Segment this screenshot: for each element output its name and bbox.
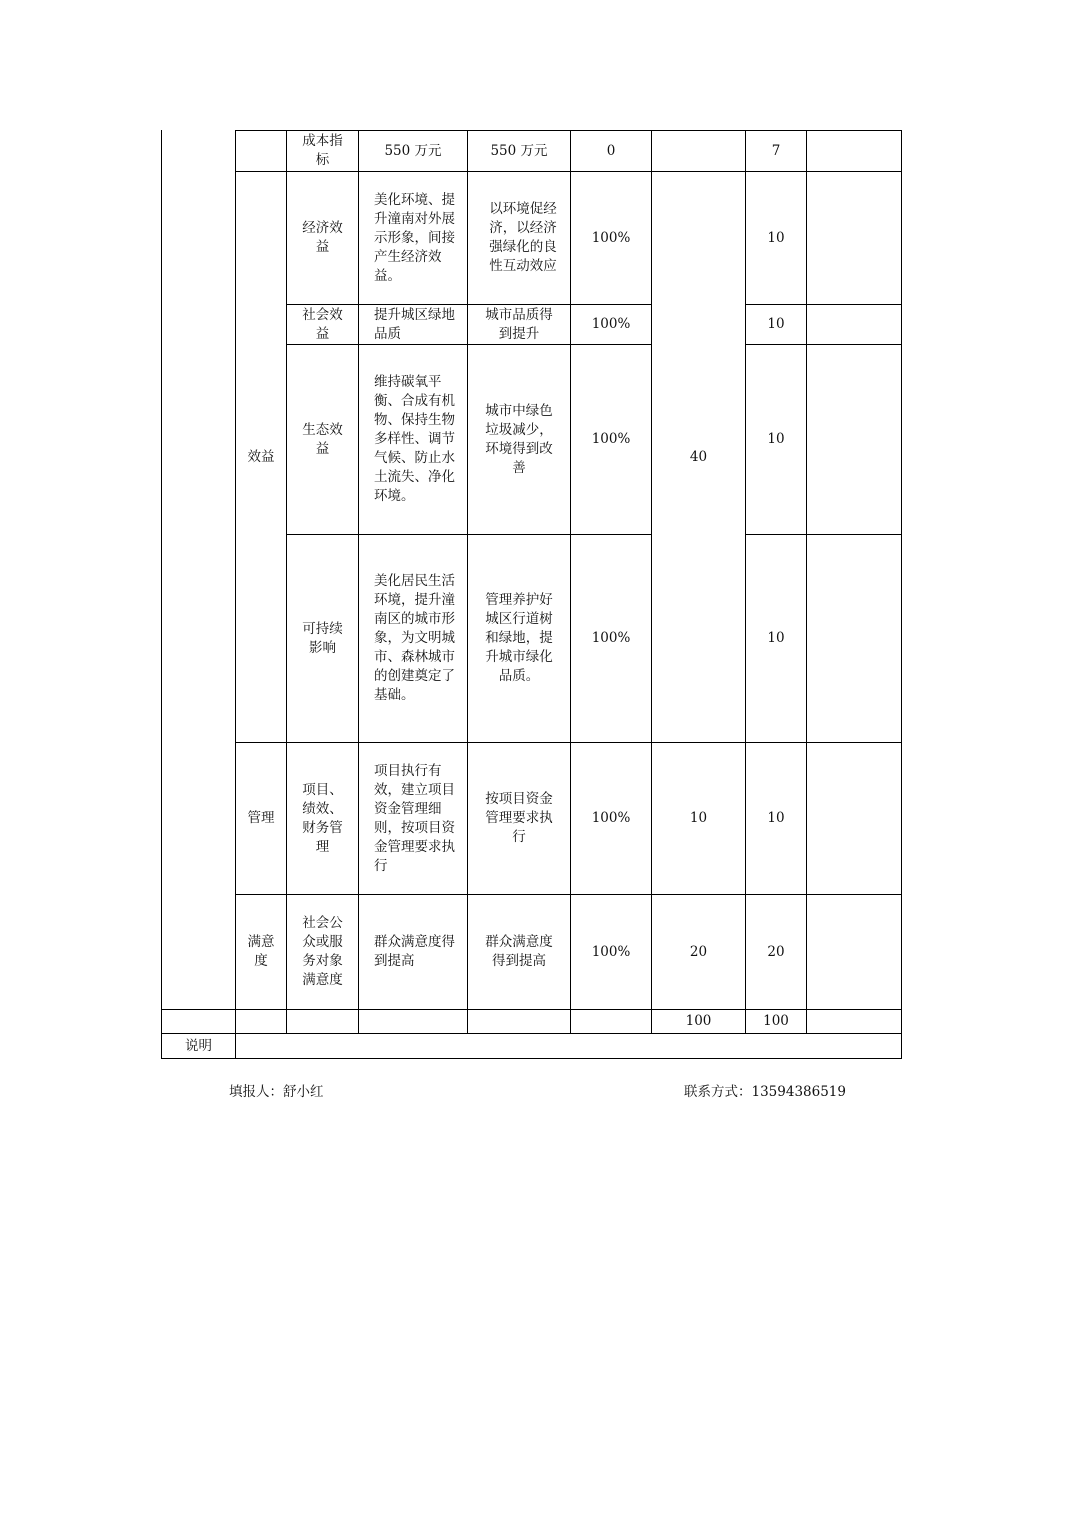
cell-content: 550 万元 [384, 142, 442, 159]
cell-category-benefit: 效益 [247, 448, 275, 465]
cell-actual: 100% [591, 943, 631, 960]
cell-content: 群众满意度得 到提高 [374, 934, 455, 969]
cell-sub-indicator: 社会效 益 [302, 306, 343, 342]
cell-target: 以环境促经 济，以经济 强绿化的良 性互动效应 [489, 201, 557, 274]
cell-total-weight: 100 [685, 1013, 712, 1029]
cell-category: 满意 度 [247, 934, 275, 969]
cell-score: 20 [767, 943, 785, 960]
cell-content: 提升城区绿地 品质 [374, 306, 455, 342]
cell-target: 管理养护好 城区行道树 和绿地，提 升城市绿化 品质。 [485, 592, 553, 684]
cell-score: 10 [767, 431, 785, 447]
cell-weight-benefit: 40 [689, 448, 708, 465]
cell-actual: 100% [591, 316, 631, 332]
cell-sub-indicator: 项目、 绩效、 财务管 理 [302, 781, 343, 855]
cell-total-score: 100 [763, 1013, 789, 1029]
cell-score: 7 [771, 142, 781, 159]
cell-score: 10 [767, 810, 785, 826]
cell-sub-indicator: 社会公 众或服 务对象 满意度 [302, 915, 343, 988]
cell-target: 城市中绿色 垃圾减少， 环境得到改 善 [485, 402, 553, 476]
cell-weight: 10 [689, 810, 708, 826]
cell-content: 美化居民生活 环境，提升潼 南区的城市形 象，为文明城 市、森林城市 的创建奠定了 基础。 [374, 573, 455, 703]
filler-name: 填报人：舒小红 [229, 1084, 324, 1100]
cell-sub-indicator: 经济效 益 [302, 220, 343, 255]
cell-sub-indicator: 生态效 益 [302, 421, 343, 457]
cell-actual: 100% [591, 810, 631, 826]
cell-actual: 0 [606, 142, 616, 159]
cell-target: 550 万元 [490, 142, 548, 159]
cell-actual: 100% [591, 630, 631, 646]
cell-actual: 100% [591, 229, 631, 246]
cell-score: 10 [767, 630, 785, 646]
cell-score: 10 [767, 229, 785, 246]
contact-info: 联系方式：13594386519 [684, 1084, 846, 1100]
cell-note-label: 说明 [185, 1037, 212, 1054]
cell-category: 管理 [247, 810, 275, 826]
cell-content: 项目执行有 效，建立项目 资金管理细 则，按项目资 金管理要求执 行 [374, 762, 455, 874]
cell-actual: 100% [591, 431, 631, 447]
cell-sub-indicator: 可持续 影响 [302, 620, 343, 656]
cell-weight: 20 [689, 943, 708, 960]
cell-target: 城市品质得 到提升 [485, 306, 553, 342]
cell-sub-indicator: 成本指 标 [302, 133, 343, 168]
cell-target: 群众满意度 得到提高 [485, 934, 553, 969]
cell-content: 美化环境、提 升潼南对外展 示形象，间接 产生经济效 益。 [374, 191, 455, 284]
cell-target: 按项目资金 管理要求执 行 [485, 791, 553, 845]
cell-content: 维持碳氧平 衡、合成有机 物、保持生物 多样性、调节 气候、防止水 土流失、净化 环境。 [374, 374, 455, 504]
cell-score: 10 [767, 316, 785, 332]
